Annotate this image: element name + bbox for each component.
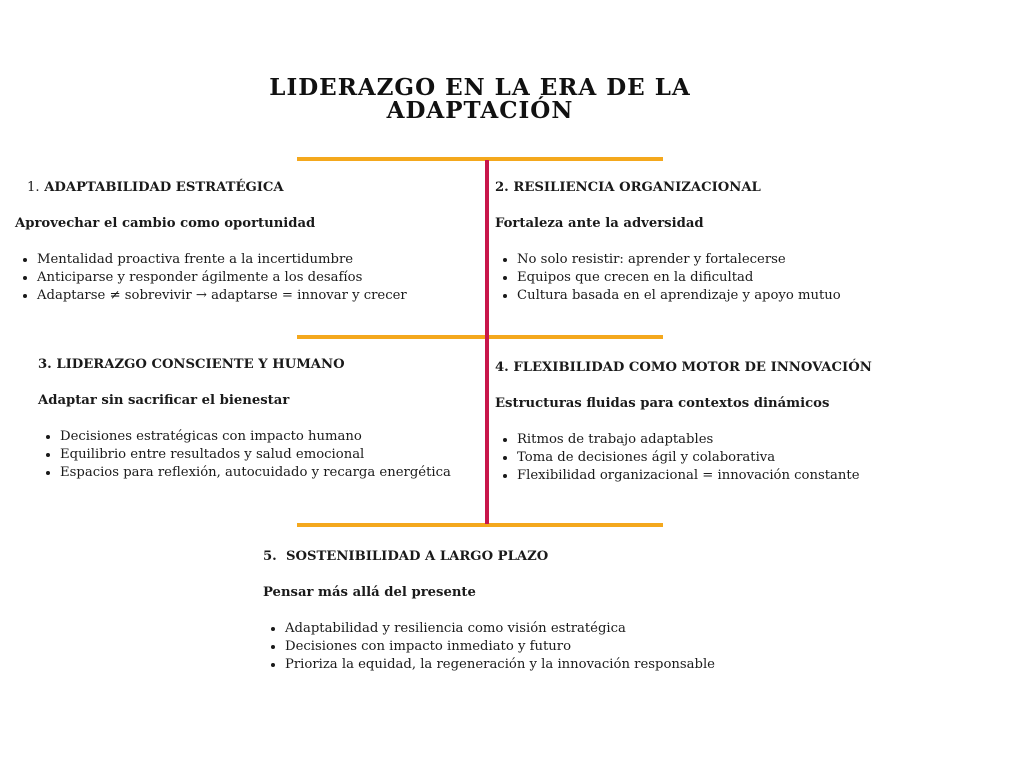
section-heading: 1. ADAPTABILIDAD ESTRATÉGICA — [27, 180, 284, 195]
section-sostenibilidad — [263, 548, 715, 674]
section-subtitle: Adaptar sin sacrificar el bienestar — [38, 393, 290, 408]
section-subtitle: Pensar más allá del presente — [263, 585, 476, 600]
section-liderazgo-consciente — [38, 356, 451, 482]
vertical-divider — [485, 160, 489, 524]
bullet-list — [263, 620, 715, 674]
bottom-horizontal-divider — [297, 523, 663, 527]
list-item: Prioriza la equidad, la regeneración y la innovación responsable — [285, 657, 715, 672]
list-item: Toma de decisiones ágil y colaborativa — [517, 449, 872, 467]
list-item: Ritmos de trabajo adaptables — [517, 431, 872, 449]
page-title — [220, 76, 740, 122]
section-heading: 4. FLEXIBILIDAD COMO MOTOR DE INNOVACIÓN — [495, 360, 872, 375]
list-item: Decisiones con impacto inmediato y futuro — [285, 638, 715, 656]
section-subtitle: Fortaleza ante la adversidad — [495, 216, 704, 231]
list-item: Equilibrio entre resultados y salud emocional — [60, 446, 451, 464]
bullet-list — [38, 428, 451, 482]
title-line-1: LIDERAZGO EN LA ERA DE LA — [269, 74, 691, 101]
section-resiliencia — [495, 179, 841, 305]
section-subtitle: Estructuras fluidas para contextos dinámicos — [495, 396, 830, 411]
list-item: Anticiparse y responder ágilmente a los desafíos — [37, 269, 407, 287]
section-subtitle: Aprovechar el cambio como oportunidad — [15, 216, 316, 231]
title-line-2: ADAPTACIÓN — [386, 97, 574, 124]
section-heading: 3. LIDERAZGO CONSCIENTE Y HUMANO — [38, 357, 345, 372]
section-number: 1. — [27, 180, 40, 195]
list-item: No solo resistir: aprender y fortalecerse — [517, 251, 841, 269]
bullet-list — [495, 431, 872, 485]
list-item: Cultura basada en el aprendizaje y apoyo mutuo — [517, 288, 841, 303]
list-item: Adaptabilidad y resiliencia como visión estratégica — [285, 620, 715, 638]
section-heading: 5. SOSTENIBILIDAD A LARGO PLAZO — [263, 549, 549, 564]
section-flexibilidad — [495, 359, 872, 485]
list-item: Espacios para reflexión, autocuidado y recarga energética — [60, 465, 451, 480]
list-item: Adaptarse ≠ sobrevivir → adaptarse = innovar y crecer — [37, 288, 407, 303]
bullet-list — [495, 251, 841, 305]
list-item: Equipos que crecen en la dificultad — [517, 269, 841, 287]
list-item: Decisiones estratégicas con impacto humano — [60, 428, 451, 446]
list-item: Flexibilidad organizacional = innovación constante — [517, 467, 872, 485]
list-item: Mentalidad proactiva frente a la incertidumbre — [37, 251, 407, 269]
top-horizontal-divider — [297, 157, 663, 161]
section-adaptabilidad — [15, 179, 407, 305]
bullet-list — [15, 251, 407, 305]
middle-horizontal-divider — [297, 335, 663, 339]
section-heading: 2. RESILIENCIA ORGANIZACIONAL — [495, 180, 761, 195]
